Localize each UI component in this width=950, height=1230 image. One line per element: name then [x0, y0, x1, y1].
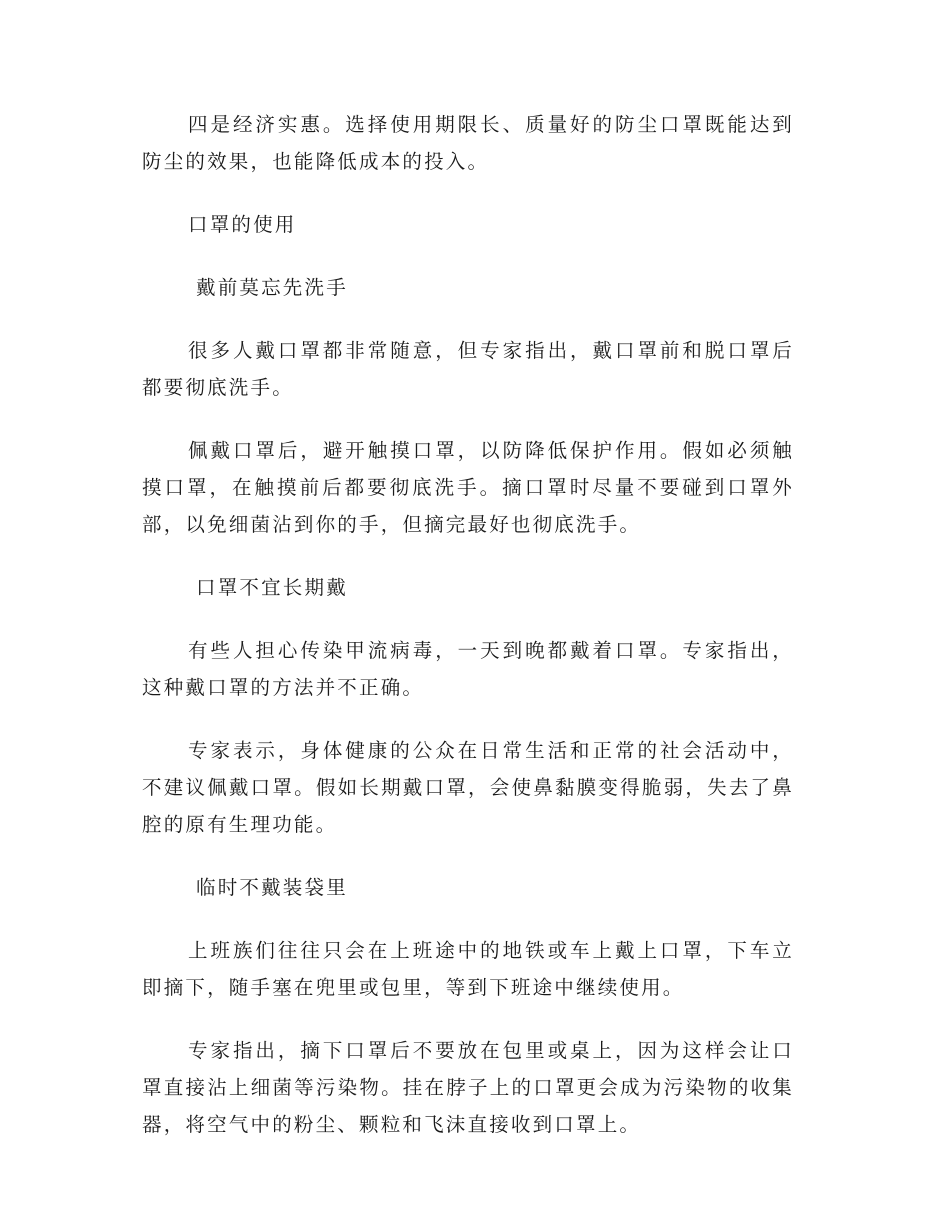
subheading-store-in-bag: 临时不戴装袋里 — [196, 876, 348, 899]
paragraph-economy: 四是经济实惠。选择使用期限长、质量好的防尘口罩既能达到防尘的效果，也能降低成本的投入。 — [142, 113, 794, 173]
paragraph-wash-hands-1: 很多人戴口罩都非常随意，但专家指出，戴口罩前和脱口罩后都要彻底洗手。 — [142, 339, 794, 399]
paragraph-not-long-term-2: 专家表示，身体健康的公众在日常生活和正常的社会活动中，不建议佩戴口罩。假如长期戴口罩，会使鼻黏膜变得脆弱，失去了鼻腔的原有生理功能。 — [142, 739, 794, 836]
document-page — [142, 106, 794, 1169]
section-heading-mask-usage: 口罩的使用 — [188, 213, 297, 236]
subheading-not-long-term: 口罩不宜长期戴 — [196, 576, 348, 599]
subheading-wash-hands: 戴前莫忘先洗手 — [196, 276, 348, 299]
paragraph-store-in-bag-2: 专家指出，摘下口罩后不要放在包里或桌上，因为这样会让口罩直接沾上细菌等污染物。挂在脖子上的口罩更会成为污染物的收集器，将空气中的粉尘、颗粒和飞沫直接收到口罩上。 — [142, 1039, 794, 1136]
paragraph-wash-hands-2: 佩戴口罩后，避开触摸口罩，以防降低保护作用。假如必须触摸口罩，在触摸前后都要彻底洗手。摘口罩时尽量不要碰到口罩外部，以免细菌沾到你的手，但摘完最好也彻底洗手。 — [142, 439, 794, 536]
paragraph-not-long-term-1: 有些人担心传染甲流病毒，一天到晚都戴着口罩。专家指出，这种戴口罩的方法并不正确。 — [142, 639, 794, 699]
paragraph-store-in-bag-1: 上班族们往往只会在上班途中的地铁或车上戴上口罩，下车立即摘下，随手塞在兜里或包里，等到下班途中继续使用。 — [142, 939, 794, 999]
